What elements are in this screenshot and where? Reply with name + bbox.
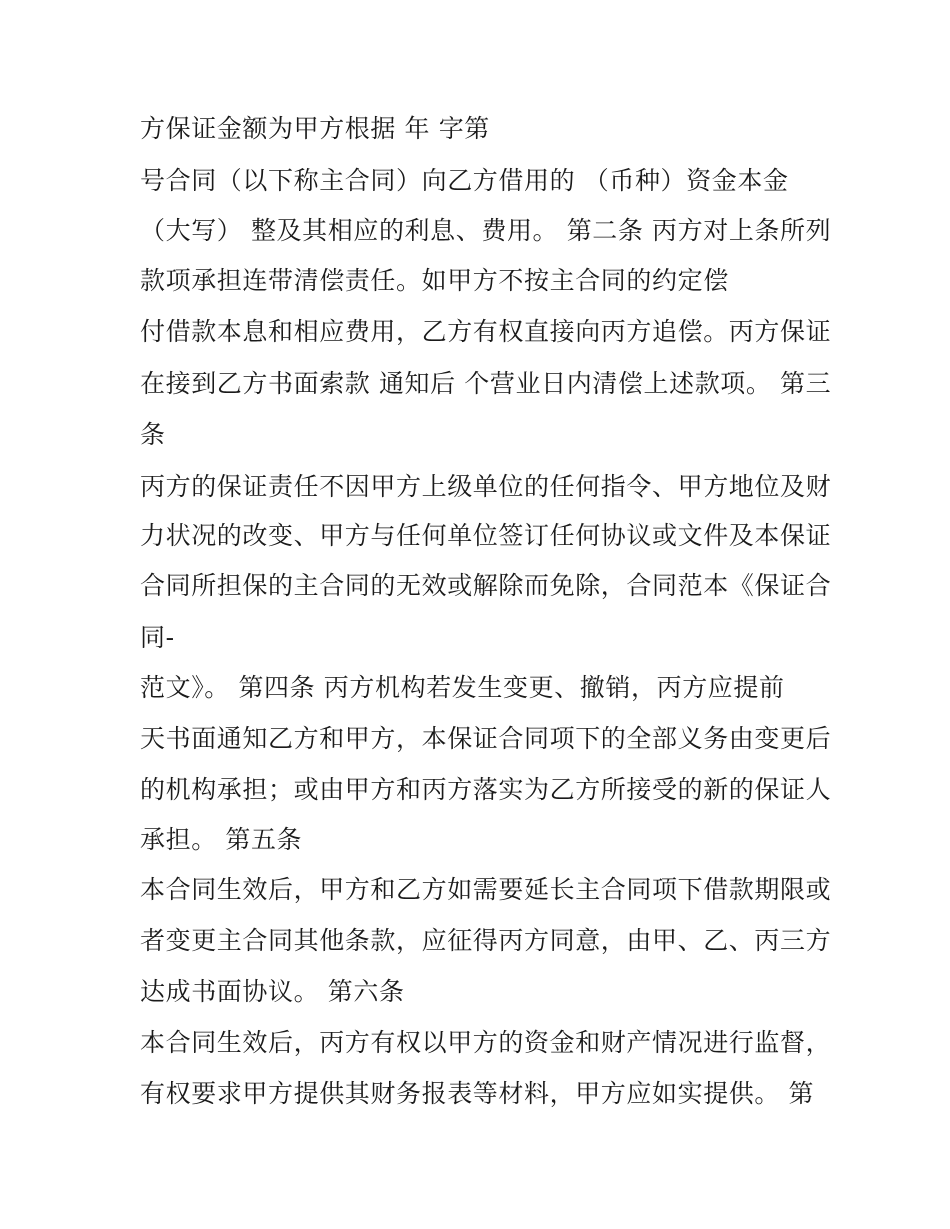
text-line: 天书面通知乙方和甲方，本保证合同项下的全部义务由变更后 xyxy=(140,724,832,753)
text-line: 丙方的保证责任不因甲方上级单位的任何指令、甲方地位及财 xyxy=(140,472,832,501)
text-line: 方保证金额为甲方根据 年 字第 xyxy=(140,114,490,143)
text-line: 本合同生效后，甲方和乙方如需要延长主合同项下借款期限或 xyxy=(140,875,832,904)
text-line: 款项承担连带清偿责任。如甲方不按主合同的约定偿 xyxy=(140,266,729,295)
text-line: 承担。 第五条 xyxy=(140,825,303,854)
text-line: 号合同（以下称主合同）向乙方借用的 （币种）资金本金 xyxy=(140,166,789,195)
text-line: 力状况的改变、甲方与任何单位签订任何协议或文件及本保证 xyxy=(140,521,832,550)
text-line: （大写） 整及其相应的利息、费用。 第二条 丙方对上条所列 xyxy=(140,216,832,245)
text-line: 合同所担保的主合同的无效或解除而免除，合同范本《保证合 xyxy=(140,571,832,600)
text-line: 条 xyxy=(140,420,166,449)
text-line: 有权要求甲方提供其财务报表等材料，甲方应如实提供。 第 xyxy=(140,1079,815,1108)
text-line: 在接到乙方书面索款 通知后 个营业日内清偿上述款项。 第三 xyxy=(140,369,832,398)
text-line: 范文》。 第四条 丙方机构若发生变更、撤销，丙方应提前 xyxy=(140,673,785,702)
text-line: 者变更主合同其他条款，应征得丙方同意，由甲、乙、丙三方 xyxy=(140,926,832,955)
text-line: 本合同生效后，丙方有权以甲方的资金和财产情况进行监督， xyxy=(140,1028,832,1057)
text-line: 同- xyxy=(140,623,175,652)
text-line: 的机构承担；或由甲方和丙方落实为乙方所接受的新的保证人 xyxy=(140,775,832,804)
text-line: 达成书面协议。 第六条 xyxy=(140,977,405,1006)
text-line: 付借款本息和相应费用，乙方有权直接向丙方追偿。丙方保证 xyxy=(140,317,832,346)
